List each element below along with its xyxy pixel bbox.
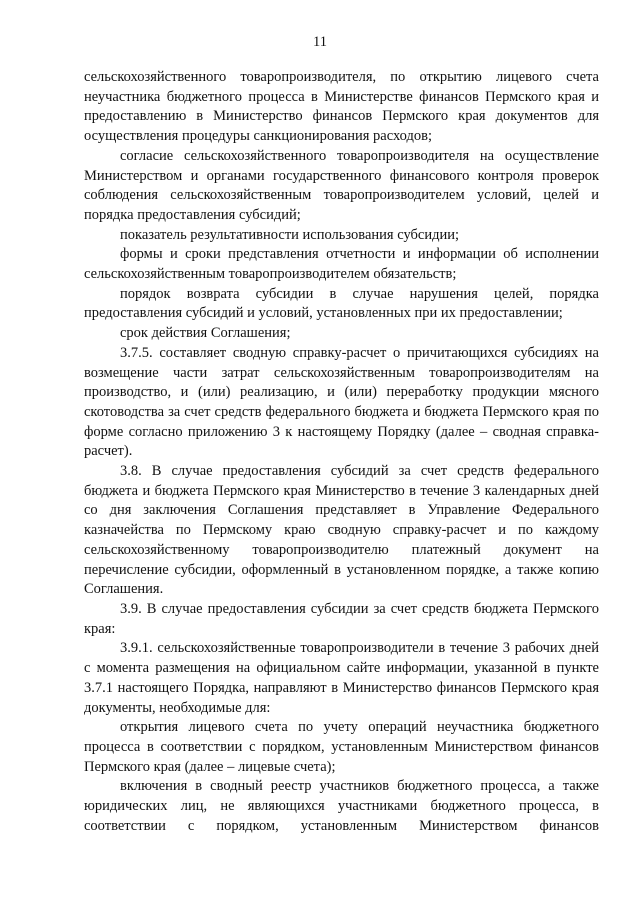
paragraph-9: 3.9. В случае предоставления субсидии за счет средств бюджета Пермского края:: [84, 600, 599, 637]
paragraph-12: включения в сводный реестр участников бюджетного процесса, а также юридических лиц, не являющихся участниками бюджетного процесса, в соответствии с порядком, установленным Министерством финансов: [84, 778, 599, 834]
paragraph-8: 3.8. В случае предоставления субсидий за счет средств федерального бюджета и бюджета Пермского края Министерство в течение 3 календарных дней со дня заключения Соглашения представляет в Управление Федерального казначейства по Пермскому краю сводную справку-расчет и по каждому сельскохозяйственному товаропроизводителю платежный документ на перечисление субсидии, оформленный в установленном порядке, а также копию Соглашения.: [84, 463, 599, 598]
paragraph-10: 3.9.1. сельскохозяйственные товаропроизводители в течение 3 рабочих дней с момента размещения на официальном сайте информации, указанной в пункте 3.7.1 настоящего Порядка, направляют в Министерство финансов Пермского края документы, необходимые для:: [84, 640, 599, 716]
paragraph-2: согласие сельскохозяйственного товаропроизводителя на осуществление Министерством и органами государственного финансового контроля проверок соблюдения сельскохозяйственным товаропроизводителем условий, целей и порядка предоставления субсидий;: [84, 147, 599, 223]
paragraph-1: сельскохозяйственного товаропроизводителя, по открытию лицевого счета неучастника бюджетного процесса в Министерстве финансов Пермского края и предоставлению в Министерство финансов Пермского края документов для осуществления процедуры санкционирования расходов;: [84, 69, 599, 145]
page-number: 11: [313, 34, 327, 50]
paragraph-5: порядок возврата субсидии в случае нарушения целей, порядка предоставления субсидий и условий, установленных при их предоставлении;: [84, 285, 599, 322]
paragraph-6: срок действия Соглашения;: [120, 325, 291, 342]
paragraph-3: показатель результативности использования субсидии;: [120, 226, 460, 243]
paragraph-7: 3.7.5. составляет сводную справку-расчет о причитающихся субсидиях на возмещение части затрат сельскохозяйственным товаропроизводителям на производство, и (или) реализацию, и (или) переработку продукции мясного скотоводства за счет средств федерального бюджета и бюджета Пермского края по форме согласно приложению 3 к настоящему Порядку (далее – сводная справка-расчет).: [84, 344, 599, 460]
paragraph-4: формы и сроки представления отчетности и информации об исполнении сельскохозяйственным товаропроизводителем обязательств;: [84, 246, 599, 283]
document-body: [84, 68, 599, 836]
paragraph-11: открытия лицевого счета по учету операций неучастника бюджетного процесса в соответствии с порядком, установленным Министерством финансов Пермского края (далее – лицевые счета);: [84, 719, 599, 775]
